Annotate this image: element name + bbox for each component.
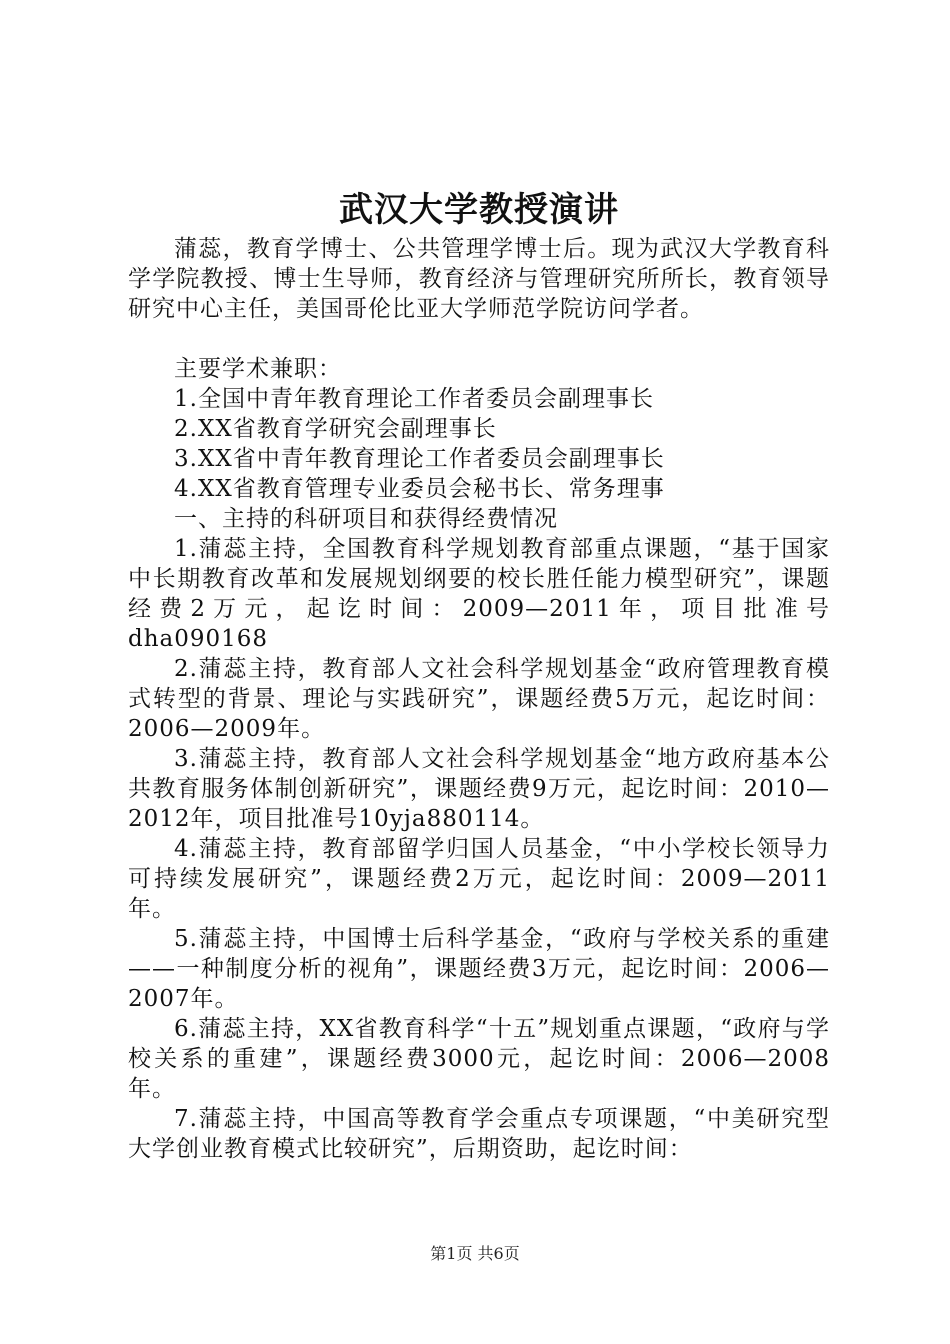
project-item: 3.蒲蕊主持，教育部人文社会科学规划基金“地方政府基本公共教育服务体制创新研究”，课题经费9万元，起讫时间：2010—2012年，项目批准号10yja880114。 — [128, 746, 830, 832]
positions-heading: 主要学术兼职： — [174, 356, 342, 382]
project-item: 2.蒲蕊主持，教育部人文社会科学规划基金“政府管理教育模式转型的背景、理论与实践研究”，课题经费5万元，起讫时间：2006—2009年。 — [128, 656, 830, 742]
intro-paragraph: 蒲蕊，教育学博士、公共管理学博士后。现为武汉大学教育科学学院教授、博士生导师，教育经济与管理研究所所长，教育领导研究中心主任，美国哥伦比亚大学师范学院访问学者。 — [128, 236, 830, 322]
document-page — [128, 0, 830, 1344]
projects-heading: 一、主持的科研项目和获得经费情况 — [174, 506, 558, 532]
project-item: 7.蒲蕊主持，中国高等教育学会重点专项课题，“中美研究型大学创业教育模式比较研究”，后期资助，起讫时间： — [128, 1106, 830, 1162]
page-indicator: 第1页 共6页 — [430, 1244, 520, 1263]
project-item: 1.蒲蕊主持，全国教育科学规划教育部重点课题，“基于国家中长期教育改革和发展规划纲要的校长胜任能力模型研究”，课题经费2万元，起讫时间：2009—2011年，项目批准号dha090168 — [128, 536, 830, 652]
paragraph-gap — [128, 324, 830, 354]
position-item: 2.XX省教育学研究会副理事长 — [174, 416, 497, 442]
project-item: 4.蒲蕊主持，教育部留学归国人员基金，“中小学校长领导力可持续发展研究”，课题经费2万元，起讫时间：2009—2011年。 — [128, 836, 830, 922]
document-body — [128, 234, 830, 1164]
position-item: 1.全国中青年教育理论工作者委员会副理事长 — [174, 386, 654, 412]
position-item: 4.XX省教育管理专业委员会秘书长、常务理事 — [174, 476, 665, 502]
document-title: 武汉大学教授演讲 — [339, 190, 619, 230]
page-footer — [0, 1244, 950, 1264]
project-item: 5.蒲蕊主持，中国博士后科学基金，“政府与学校关系的重建——一种制度分析的视角”，课题经费3万元，起讫时间：2006—2007年。 — [128, 926, 830, 1012]
position-item: 3.XX省中青年教育理论工作者委员会副理事长 — [174, 446, 665, 472]
project-item: 6.蒲蕊主持，XX省教育科学“十五”规划重点课题，“政府与学校关系的重建”，课题经费3000元，起讫时间：2006—2008年。 — [128, 1016, 830, 1102]
